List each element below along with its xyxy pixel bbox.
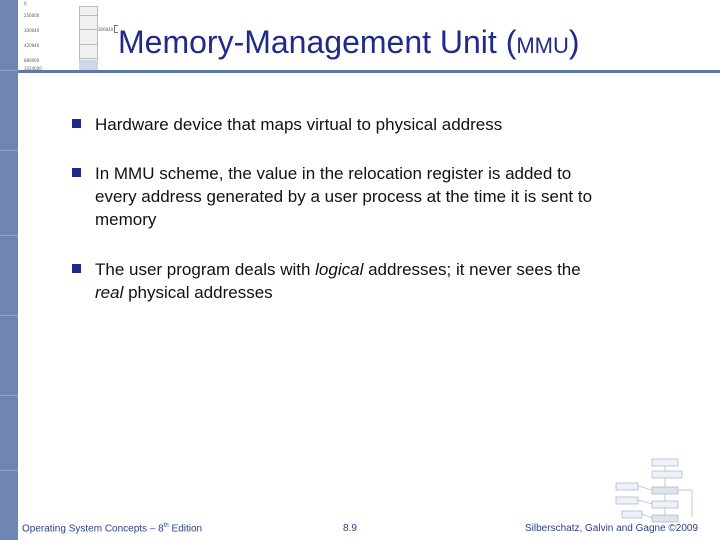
bullet-text: addresses; it never sees the — [363, 260, 581, 279]
sidebar-divider — [0, 395, 18, 396]
footer-book-title — [22, 523, 202, 534]
footer-copyright: Silberschatz, Galvin and Gagne ©2009 — [525, 523, 699, 534]
sidebar-divider — [0, 70, 18, 71]
memory-row-line — [80, 29, 97, 30]
bullet-text: The user program deals with — [95, 260, 316, 279]
title-close: ) — [568, 24, 580, 60]
slide-title — [118, 22, 580, 66]
bullet-emphasis-real: real — [95, 283, 124, 302]
register-label: 300040 — [98, 27, 114, 32]
square-bullet-icon — [72, 168, 81, 177]
footer-text: Operating System Concepts – 8 — [22, 523, 164, 535]
diagram-connector — [638, 486, 652, 490]
diagram-box — [652, 487, 678, 494]
diagram-box — [652, 501, 678, 508]
diagram-box — [616, 497, 638, 504]
bullet-emphasis-logical: logical — [315, 260, 364, 279]
sidebar-divider — [0, 470, 18, 471]
title-main: Memory-Management Unit ( — [118, 24, 517, 60]
memory-row-line — [80, 15, 97, 16]
thumb-label: 256000 — [24, 13, 40, 18]
diagram-box — [616, 483, 638, 490]
square-bullet-icon — [72, 119, 81, 128]
title-abbrev: MMU — [516, 33, 569, 58]
bullet-item — [72, 162, 692, 231]
footer-page-number: 8.9 — [343, 523, 357, 534]
thumb-label: 300040 — [24, 28, 40, 33]
thumb-label: 420940 — [24, 43, 40, 48]
sidebar-divider — [0, 315, 18, 316]
left-sidebar-band — [0, 0, 18, 540]
square-bullet-icon — [72, 264, 81, 273]
footer-text: Edition — [168, 523, 203, 535]
bullet-item — [72, 258, 692, 304]
diagram-box — [652, 515, 678, 522]
thumb-label: 0 — [24, 1, 27, 6]
memory-row-line — [80, 58, 97, 59]
title-underline-rule — [18, 70, 720, 73]
footer-superscript: th — [163, 523, 169, 529]
diagram-box — [652, 471, 682, 478]
corner-diagram-thumbnail — [588, 455, 720, 527]
thumb-label: 880000 — [24, 58, 40, 63]
bullet-text-line: memory — [95, 210, 157, 229]
bullet-item — [72, 113, 692, 136]
bullet-text: Hardware device that maps virtual to physical address — [95, 115, 503, 134]
bullet-text-line: In MMU scheme, the value in the relocation register is added to — [95, 164, 572, 183]
diagram-box — [652, 459, 678, 466]
diagram-box — [622, 511, 642, 518]
memory-row-line — [80, 44, 97, 45]
memory-diagram-thumbnail — [18, 0, 118, 72]
bullet-list — [72, 113, 692, 304]
diagram-connector — [638, 500, 652, 504]
sidebar-divider — [0, 235, 18, 236]
diagram-connector — [642, 514, 652, 518]
sidebar-divider — [0, 150, 18, 151]
memory-column-base — [79, 60, 98, 70]
bullet-text-line: every address generated by a user process at the time it is sent to — [95, 187, 593, 206]
thumb-label: 1024000 — [24, 66, 42, 71]
bullet-text: physical addresses — [123, 283, 273, 302]
